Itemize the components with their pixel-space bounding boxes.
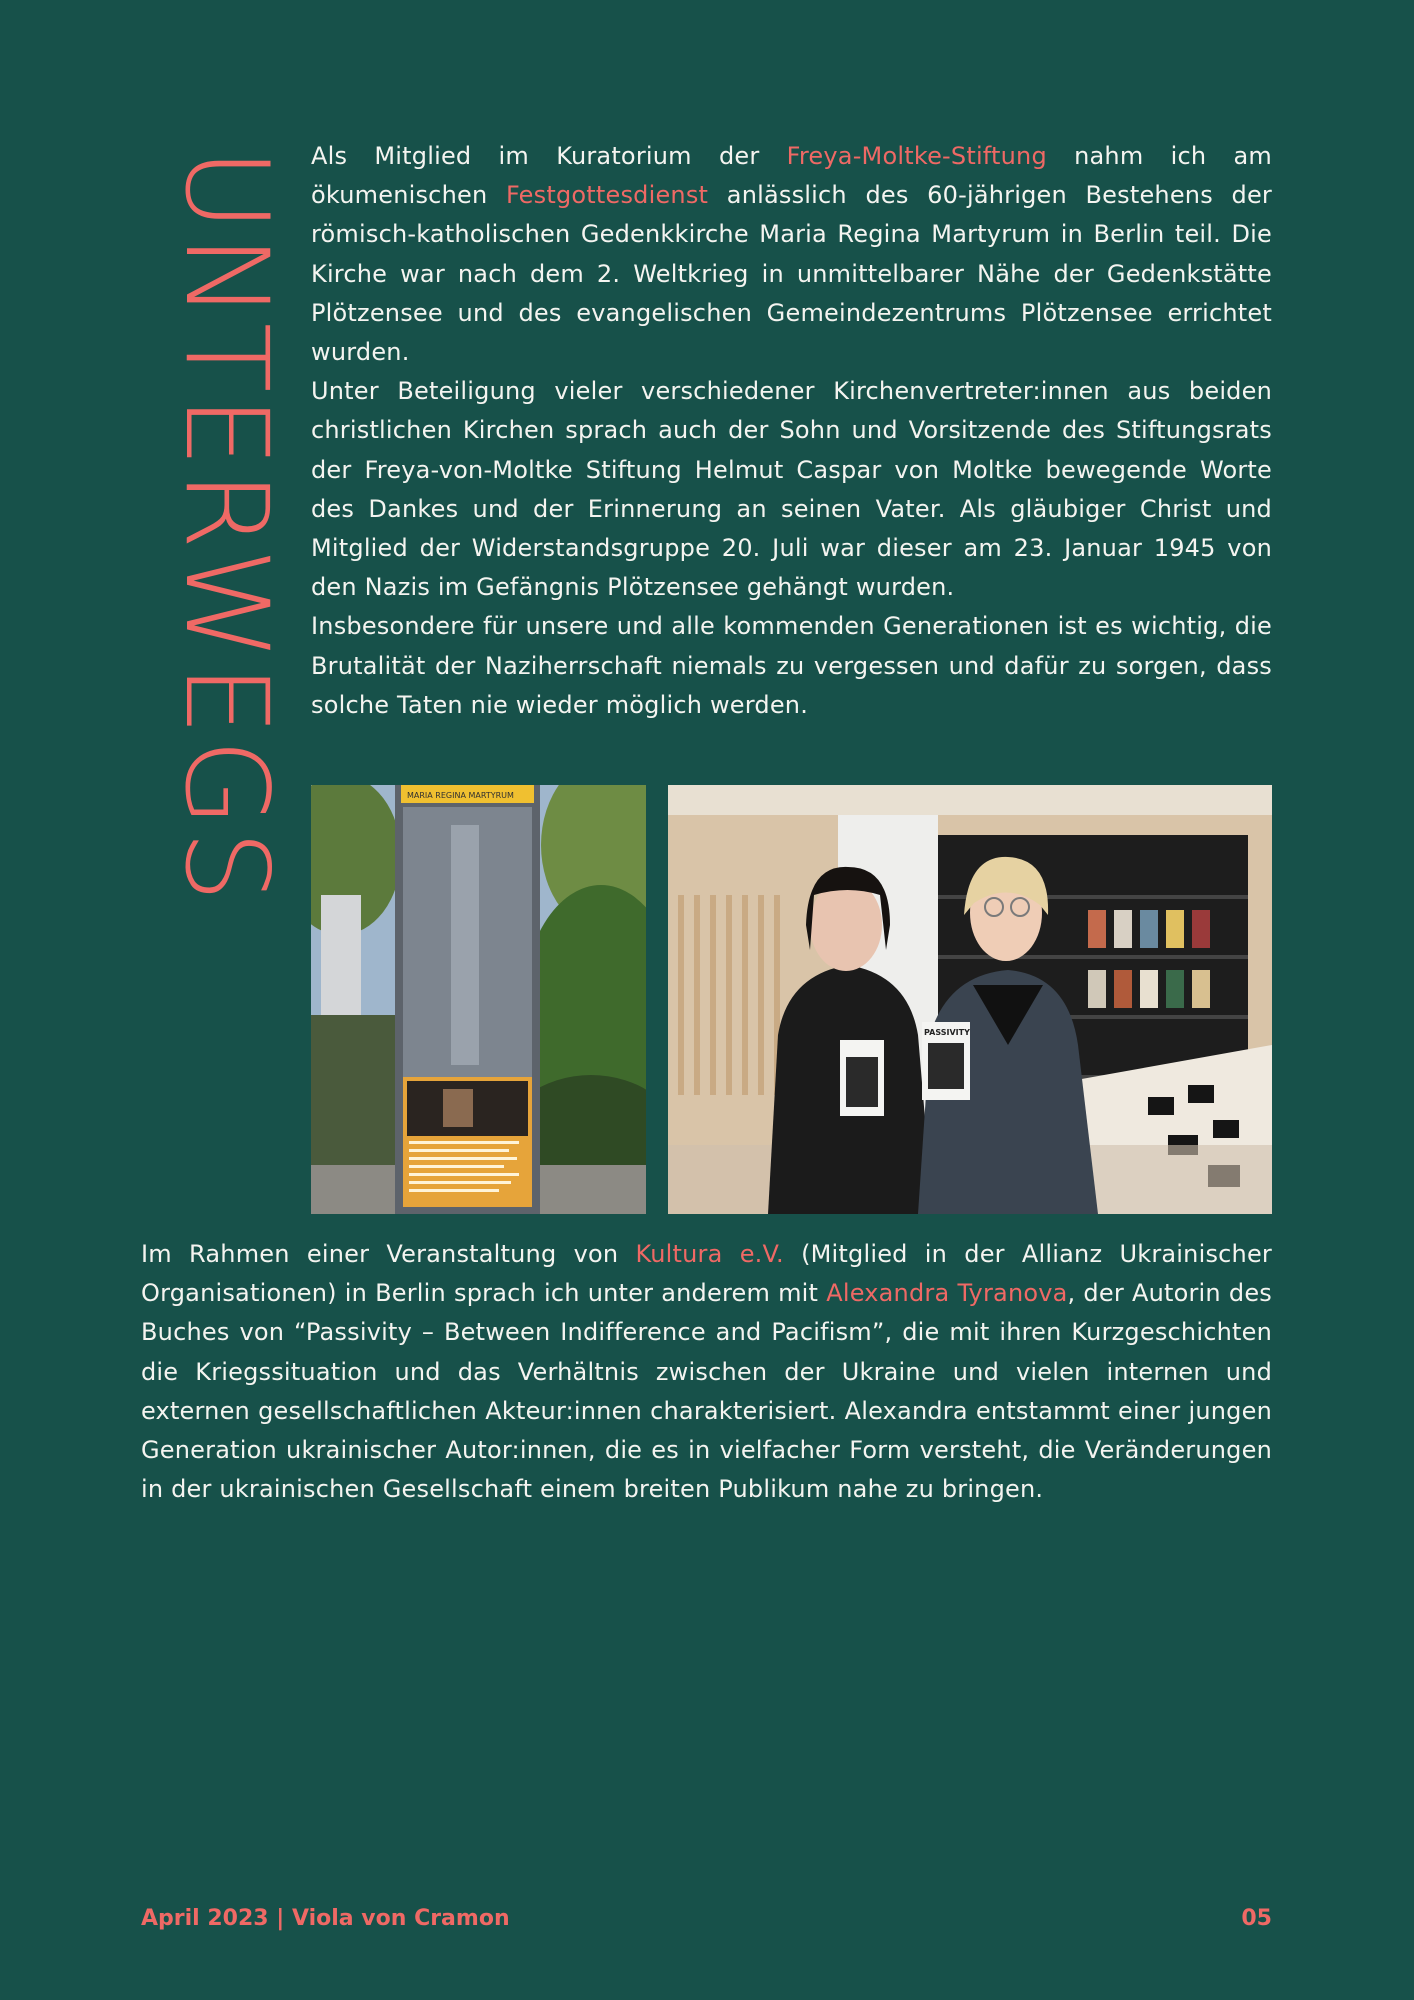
text-span: Im Rahmen einer Veranstaltung von [141,1240,636,1268]
book-title: PASSIVITY [924,1028,970,1037]
intro-paragraph-2: Unter Beteiligung vieler verschiedener Kirchenvertreter:innen aus beiden christlichen Kirchen sprach auch der Sohn und Vorsitzende des Stiftungsrats der Freya-von-Moltke Stiftung Helmut Caspar von Moltke bewegende Worte des Dankes und der Erinnerung an seinen Vater. Als gläubiger Christ und Mitglied der Widerstandsgruppe 20. Juli war dieser am 23. Januar 1945 von den Nazis im Gefängnis Plötzensee gehängt wurden. [311,377,1272,602]
book-presentation-photo [668,785,1272,1214]
kultura-text [141,1235,1272,1509]
text-span: nahm ich am ökumenischen [311,142,1272,210]
link-kultura-ev[interactable]: Kultura e.V. [635,1240,784,1268]
footer-date-author: April 2023 | Viola von Cramon [141,1906,510,1931]
book-presentation-illustration [668,785,1272,1214]
text-span: , der Autorin des Buches von “Passivity – Between Indifference and Pacifism”, die mit ihren Kurzgeschichten die Kriegssituation und das Verhältnis zwischen der Ukraine und vielen internen und externen gesellschaftlichen Akteur:innen charakterisiert. Alexandra entstammt einer jungen Generation ukrainischer Autor:innen, die es in vielfacher Form versteht, die Veränderungen in der ukrainischen Gesellschaft einem breiten Publikum nahe zu bringen. [141,1279,1272,1504]
text-span: anlässlich des 60-jährigen Bestehens der römisch-katholischen Gedenkkirche Maria Regina Martyrum in Berlin teil. Die Kirche war nach dem 2. Weltkrieg in unmittelbarer Nähe der Gedenkstätte Plötzensee und des evangelischen Gemeindezentrums Plötzensee errichtet wurden. [311,181,1272,367]
intro-paragraph-1 [311,137,1272,372]
kultura-paragraph [141,1235,1272,1509]
text-span: (Mitglied in der Allianz Ukrainischer Organisationen) in Berlin sprach ich unter anderem mit [141,1240,1272,1308]
intro-paragraph-3: Insbesondere für unsere und alle kommenden Generationen ist es wichtig, die Brutalität der Naziherrschaft niemals zu vergessen und dafür zu sorgen, dass solche Taten nie wieder möglich werden. [311,612,1272,719]
text-span: Als Mitglied im Kuratorium der [311,142,787,170]
link-festgottesdienst[interactable]: Festgottesdienst [505,181,709,210]
memorial-sign-photo [311,785,646,1214]
section-heading-vertical: UNTERWEGS [160,148,293,906]
link-alexandra-tyranova[interactable]: Alexandra Tyranova [826,1279,1068,1308]
page-number: 05 [1241,1906,1272,1931]
memorial-sign-illustration [311,785,646,1214]
intro-text [311,137,1272,725]
memorial-sign-title: MARIA REGINA MARTYRUM [407,791,514,800]
link-freya-moltke-stiftung[interactable]: Freya-Moltke-Stiftung [786,142,1047,170]
